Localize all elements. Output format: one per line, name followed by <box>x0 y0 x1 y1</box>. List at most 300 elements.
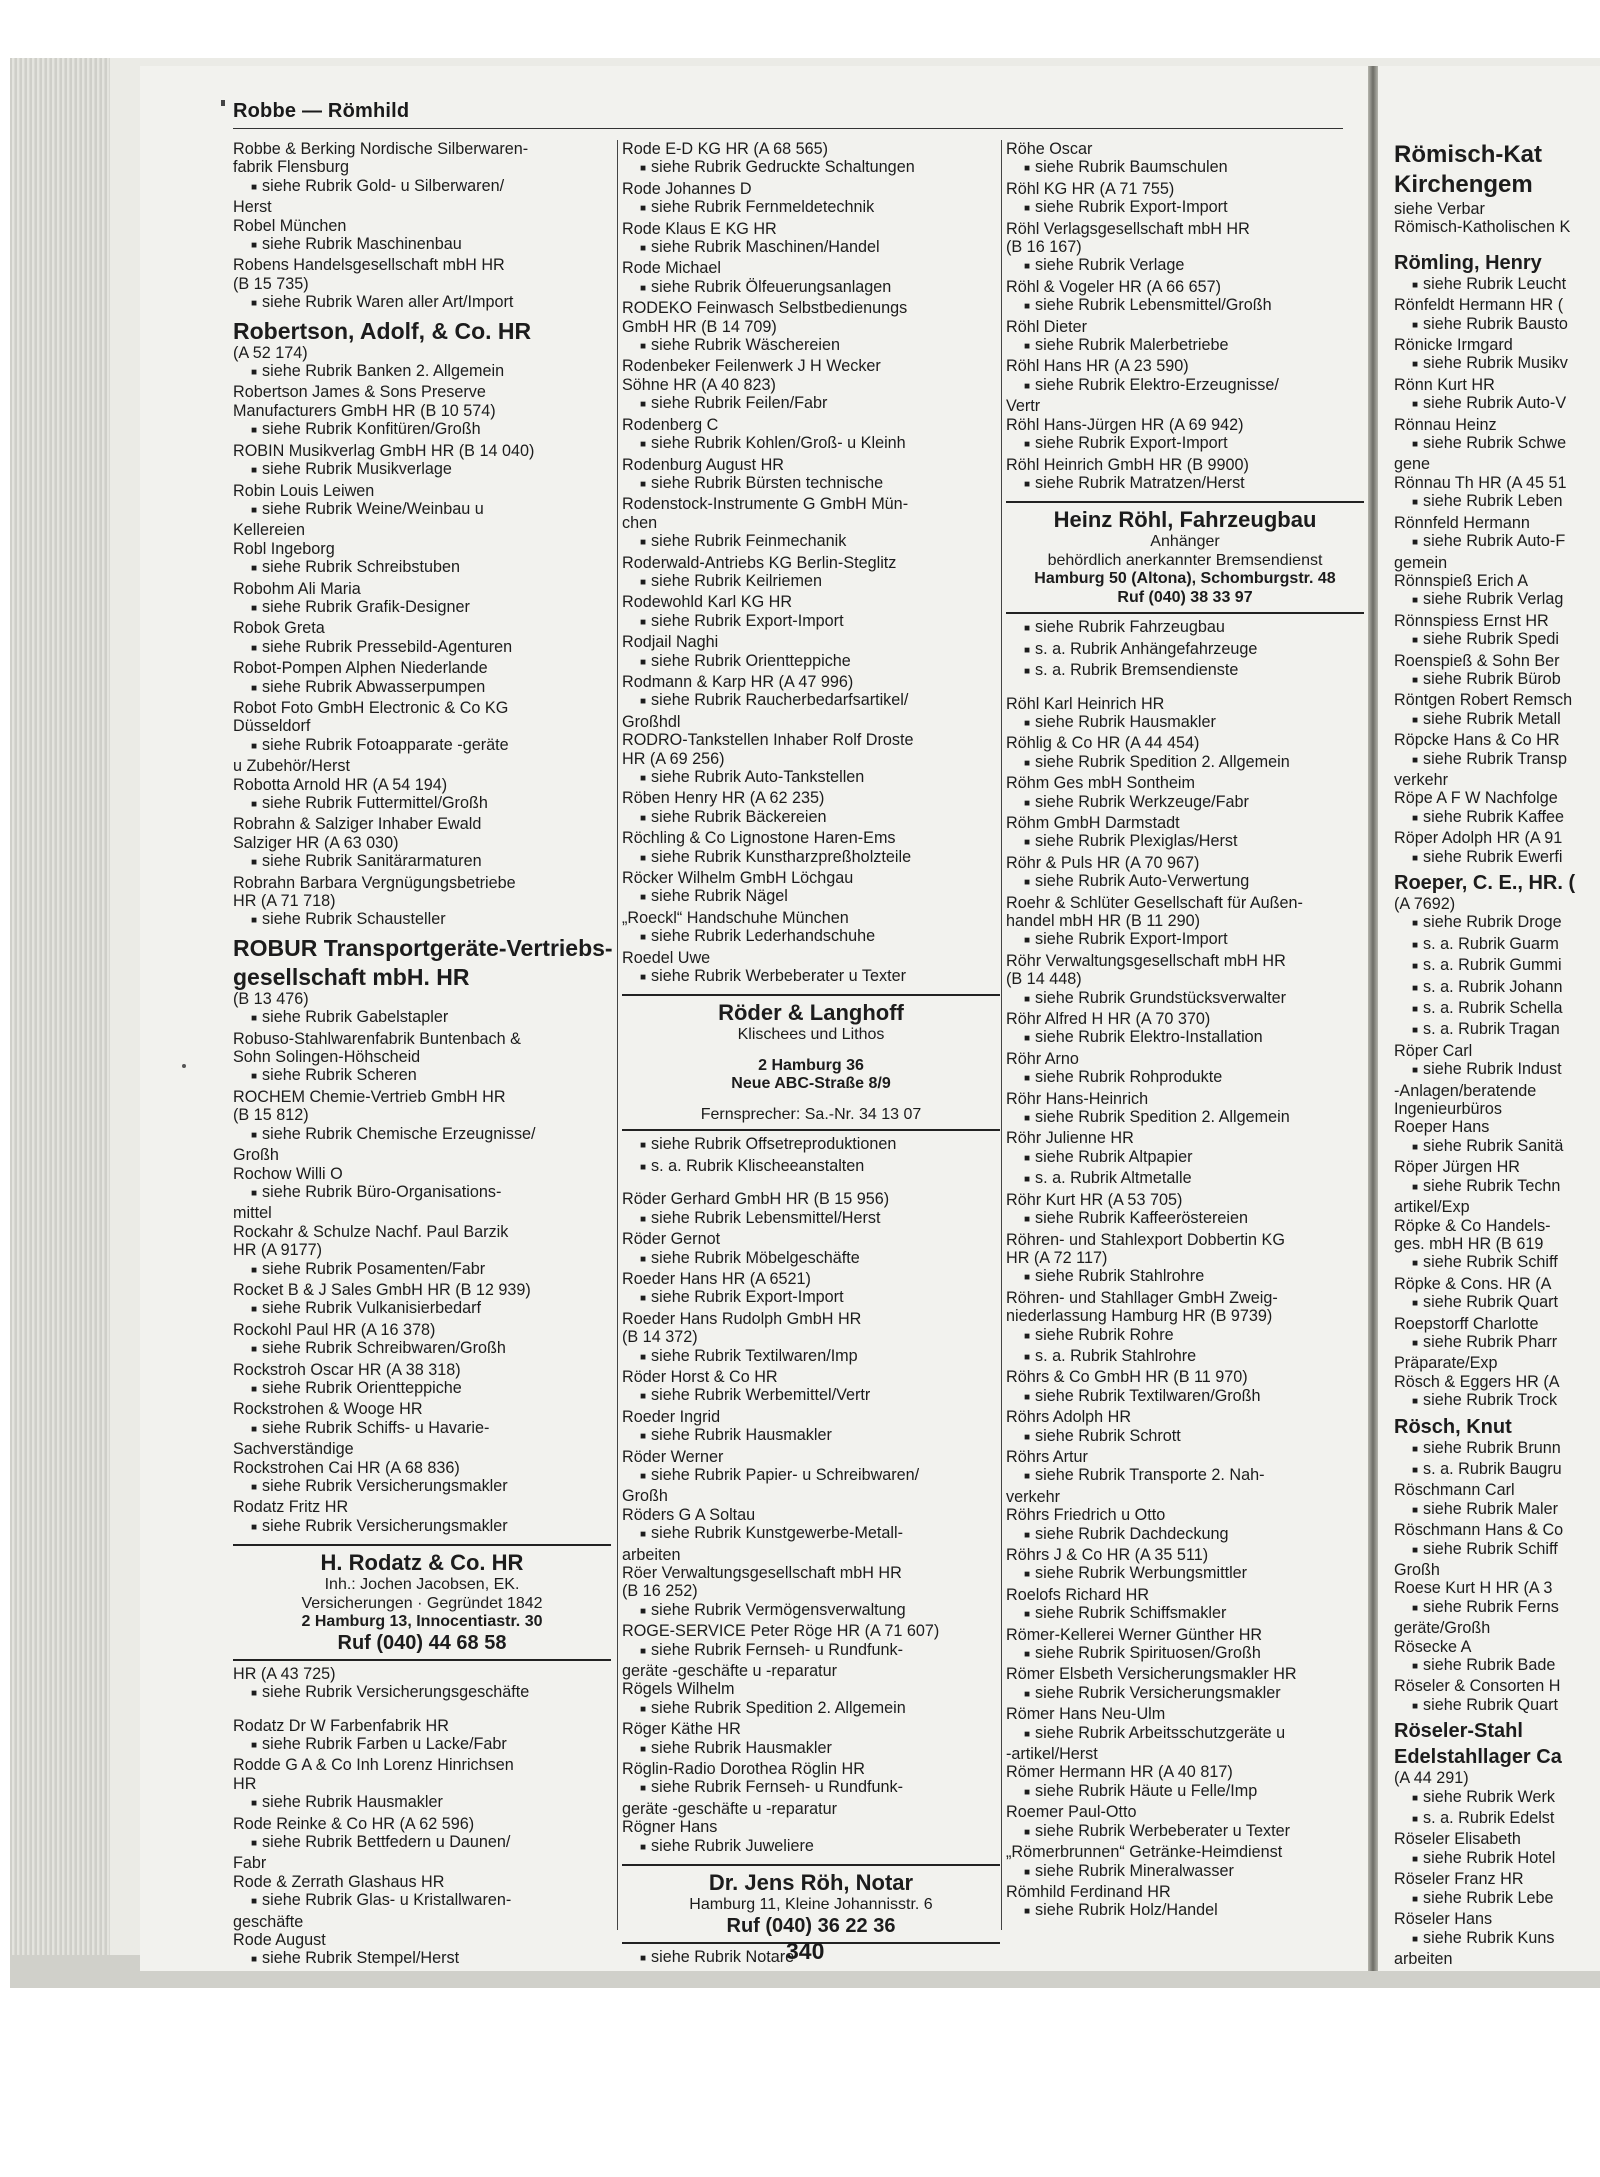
entry-line: (A 7692) <box>1394 895 1456 913</box>
rubric-reference: ■ siehe Rubrik Textilwaren/Großh <box>1006 1387 1364 1408</box>
entry-line: Robl Ingeborg <box>233 539 335 558</box>
rubric-reference: ■ siehe Rubrik Spedi <box>1394 630 1600 651</box>
entry-line: (B 15 735) <box>233 274 309 293</box>
column-3 <box>1001 140 1364 1930</box>
rubric-reference: ■ siehe Rubrik Feilen/Fabr <box>622 394 1000 415</box>
entry-line: Roelofs Richard HR <box>1006 1585 1150 1604</box>
display-entry: Röseler-Stahl <box>1394 1720 1523 1743</box>
rubric-reference: ■ siehe Rubrik Grundstücksverwalter <box>1006 989 1364 1010</box>
entry-line: Rodatz Dr W Farbenfabrik HR <box>233 1716 449 1735</box>
rubric-reference: ■ s. a. Rubrik Altmetalle <box>1006 1169 1364 1190</box>
entry-line: Röhr Kurt HR (A 53 705) <box>1006 1190 1183 1209</box>
entry-line: arbeiten <box>1394 1949 1453 1968</box>
advertisement-line: Neue ABC-Straße 8/9 <box>731 1075 891 1093</box>
rubric-reference: ■ siehe Rubrik Orientteppiche <box>233 1379 611 1400</box>
rubric-reference: ■ siehe Rubrik Posamenten/Fabr <box>233 1260 611 1281</box>
entry-line: Röhrs & Co GmbH HR (B 11 970) <box>1006 1368 1248 1387</box>
entry-line: geschäfte <box>233 1912 304 1931</box>
entry-line: Röder Horst & Co HR <box>622 1367 778 1386</box>
entry-line: gemein <box>1394 553 1448 572</box>
rubric-reference: ■ s. a. Rubrik Klischeeanstalten <box>622 1157 1000 1178</box>
rubric-reference: ■ siehe Rubrik Weine/Weinbau u <box>233 500 611 521</box>
rubric-reference: ■ siehe Rubrik Brunn <box>1394 1439 1600 1460</box>
rubric-reference: ■ s. a. Rubrik Edelst <box>1394 1809 1600 1830</box>
rubric-reference: ■ siehe Rubrik Baumschulen <box>1006 158 1364 179</box>
entry-line: Rönnspiess Ernst HR <box>1394 611 1549 630</box>
rubric-reference: ■ siehe Rubrik Leucht <box>1394 275 1600 296</box>
entry-line: mittel <box>233 1204 272 1223</box>
display-entry: ROBUR Transportgeräte-Vertriebs- <box>233 934 613 961</box>
entry-line: Röschmann Carl <box>1394 1481 1515 1500</box>
rubric-reference: ■ siehe Rubrik Auto-Verwertung <box>1006 872 1364 893</box>
entry-line: Robotta Arnold HR (A 54 194) <box>233 775 448 794</box>
rubric-reference: ■ siehe Rubrik Leben <box>1394 492 1600 513</box>
entry-line: Rode Michael <box>622 259 721 278</box>
entry-line: Röhren- und Stahlexport Dobbertin KG <box>1006 1230 1285 1249</box>
entry-line: (A 52 174) <box>233 343 308 362</box>
entry-line: Roehr & Schlüter Gesellschaft für Außen- <box>1006 893 1303 912</box>
rubric-reference: ■ siehe Rubrik Elektro-Erzeugnisse/ <box>1006 376 1364 397</box>
entry-line: Roeper Hans <box>1394 1118 1490 1137</box>
column-4-partial <box>1394 140 1600 1968</box>
advertisement-box <box>622 994 1000 1131</box>
entry-line: ROCHEM Chemie-Vertrieb GmbH HR <box>233 1087 506 1106</box>
rubric-reference: ■ siehe Rubrik Mineralwasser <box>1006 1862 1364 1883</box>
entry-line: Röglin-Radio Dorothea Röglin HR <box>622 1760 865 1779</box>
entry-line: verkehr <box>1394 770 1448 789</box>
rubric-reference: ■ siehe Rubrik Bürob <box>1394 670 1600 691</box>
entry-line: Roeder Hans Rudolph GmbH HR <box>622 1309 862 1328</box>
entry-line: Rodjail Naghi <box>622 633 719 652</box>
entry-line: RODRO-Tankstellen Inhaber Rolf Droste <box>622 731 914 750</box>
rubric-reference: ■ siehe Rubrik Rohre <box>1006 1326 1364 1347</box>
entry-line: Robot-Pompen Alphen Niederlande <box>233 659 488 678</box>
rubric-reference: ■ siehe Rubrik Pharr <box>1394 1333 1600 1354</box>
entry-line: Robin Louis Leiwen <box>233 481 375 500</box>
entry-line: Röper Jürgen HR <box>1394 1158 1520 1177</box>
rubric-reference: ■ siehe Rubrik Techn <box>1394 1177 1600 1198</box>
advertisement-line: Versicherungen · Gegründet 1842 <box>301 1594 543 1612</box>
rubric-reference: ■ s. a. Rubrik Stahlrohre <box>1006 1347 1364 1368</box>
rubric-reference: ■ siehe Rubrik Transporte 2. Nah- <box>1006 1466 1364 1487</box>
rubric-reference: ■ siehe Rubrik Pressebild-Agenturen <box>233 638 611 659</box>
entry-line: Rönfeldt Hermann HR ( <box>1394 296 1564 315</box>
top-background <box>0 0 1600 58</box>
entry-line: „Roeckl“ Handschuhe München <box>622 908 849 927</box>
rubric-reference: ■ siehe Rubrik Wäschereien <box>622 336 1000 357</box>
rubric-reference: ■ siehe Rubrik Möbelgeschäfte <box>622 1249 1000 1270</box>
entry-line: Röhl Verlagsgesellschaft mbH HR <box>1006 219 1250 238</box>
advertisement-line: Anhänger <box>1150 533 1220 551</box>
entry-line: Röchling & Co Lignostone Haren-Ems <box>622 829 896 848</box>
entry-line: Rodenbeker Feilenwerk J H Wecker <box>622 357 881 376</box>
entry-line: Roedel Uwe <box>622 948 711 967</box>
rubric-reference: ■ siehe Rubrik Spirituosen/Großh <box>1006 1644 1364 1665</box>
rubric-reference: ■ siehe Rubrik Holz/Handel <box>1006 1901 1364 1922</box>
rubric-reference: ■ siehe Rubrik Kohlen/Groß- u Kleinh <box>622 434 1000 455</box>
entry-line: Rönnau Heinz <box>1394 415 1497 434</box>
entry-line: Röhr Julienne HR <box>1006 1129 1134 1148</box>
entry-line: Rode Reinke & Co HR (A 62 596) <box>233 1814 475 1833</box>
book-gutter <box>1368 66 1378 1971</box>
rubric-reference: ■ siehe Rubrik Kuns <box>1394 1929 1600 1950</box>
rubric-reference: ■ s. a. Rubrik Bremsendienste <box>1006 661 1364 682</box>
entry-line: Röseler & Consorten H <box>1394 1677 1561 1696</box>
entry-line: Röben Henry HR (A 62 235) <box>622 789 825 808</box>
rubric-reference: ■ siehe Rubrik Glas- u Kristallwaren- <box>233 1891 611 1912</box>
entry-line: Kellereien <box>233 521 305 540</box>
entry-line: Präparate/Exp <box>1394 1354 1498 1373</box>
entry-line: ROGE-SERVICE Peter Röge HR (A 71 607) <box>622 1622 940 1641</box>
entry-line: Rode Johannes D <box>622 179 752 198</box>
entry-line: Röseler Elisabeth <box>1394 1830 1521 1849</box>
entry-line: (B 16 167) <box>1006 238 1082 257</box>
rubric-reference: ■ siehe Rubrik Maler <box>1394 1500 1600 1521</box>
spacer <box>622 1178 1000 1190</box>
spacer <box>622 1045 1000 1057</box>
entry-line: Rögner Hans <box>622 1818 718 1837</box>
display-entry: gesellschaft mbH. HR <box>233 963 470 990</box>
rubric-reference: ■ siehe Rubrik Waren aller Art/Import <box>233 293 611 314</box>
rubric-reference: ■ siehe Rubrik Kaffee <box>1394 808 1600 829</box>
entry-line: Röhren- und Stahllager GmbH Zweig- <box>1006 1288 1278 1307</box>
entry-line: chen <box>622 513 658 532</box>
rubric-reference: ■ siehe Rubrik Schrott <box>1006 1427 1364 1448</box>
rubric-reference: ■ siehe Rubrik Rohprodukte <box>1006 1068 1364 1089</box>
rubric-reference: ■ siehe Rubrik Stempel/Herst <box>233 1949 611 1970</box>
entry-line: arbeiten <box>622 1545 681 1564</box>
entry-line: Röpcke Hans & Co HR <box>1394 731 1560 750</box>
entry-line: Röhl Hans HR (A 23 590) <box>1006 357 1189 376</box>
entry-line: Ingenieurbüros <box>1394 1100 1502 1119</box>
spacer <box>1394 237 1600 249</box>
spacer <box>622 1094 1000 1106</box>
entry-line: HR (A 72 117) <box>1006 1248 1108 1267</box>
entry-line: Röder Gerhard GmbH HR (B 15 956) <box>622 1190 890 1209</box>
entry-line: Röhl Dieter <box>1006 317 1087 336</box>
entry-line: Röhm Ges mbH Sontheim <box>1006 774 1195 793</box>
entry-line: Fabr <box>233 1854 267 1873</box>
advertisement-line: Hamburg 11, Kleine Johannisstr. 6 <box>689 1896 933 1914</box>
entry-line: Römer Elsbeth Versicherungsmakler HR <box>1006 1665 1297 1684</box>
entry-line: Rönnau Th HR (A 45 51 <box>1394 473 1567 492</box>
advertisement-box <box>622 1864 1000 1944</box>
display-entry: Edelstahllager Ca <box>1394 1746 1562 1769</box>
rubric-reference: ■ siehe Rubrik Vulkanisierbedarf <box>233 1299 611 1320</box>
entry-line: Röhrs J & Co HR (A 35 511) <box>1006 1546 1209 1564</box>
entry-line: ROBIN Musikverlag GmbH HR (B 14 040) <box>233 441 535 460</box>
rubric-reference: ■ siehe Rubrik Abwasserpumpen <box>233 678 611 699</box>
advertisement-line: Ruf (040) 38 33 97 <box>1117 588 1253 606</box>
entry-line: Roeder Hans HR (A 6521) <box>622 1269 811 1288</box>
rubric-reference: ■ siehe Rubrik Maschinen/Handel <box>622 238 1000 259</box>
rubric-reference: ■ siehe Rubrik Büro-Organisations- <box>233 1183 611 1204</box>
rubric-reference: ■ siehe Rubrik Spedition 2. Allgemein <box>1006 1108 1364 1129</box>
advertisement-title: H. Rodatz & Co. HR <box>320 1550 524 1576</box>
entry-line: Großh <box>622 1487 668 1506</box>
rubric-reference: ■ siehe Rubrik Musikv <box>1394 354 1600 375</box>
entry-line: Roderwald-Antriebs KG Berlin-Steglitz <box>622 553 897 572</box>
rubric-reference: ■ siehe Rubrik Nägel <box>622 887 1000 908</box>
entry-line: Großh <box>1394 1561 1440 1579</box>
entry-line: Röer Verwaltungsgesellschaft mbH HR <box>622 1564 902 1582</box>
rubric-reference: ■ siehe Rubrik Ewerfi <box>1394 848 1600 869</box>
running-head: Robbe — Römhild <box>233 100 410 122</box>
rubric-reference: ■ siehe Rubrik Schiff <box>1394 1540 1600 1561</box>
rubric-reference: ■ siehe Rubrik Werk <box>1394 1788 1600 1809</box>
entry-line: Söhne HR (A 40 823) <box>622 375 776 394</box>
entry-line: Röhe Oscar <box>1006 140 1093 158</box>
rubric-reference: ■ siehe Rubrik Grafik-Designer <box>233 598 611 619</box>
entry-line: HR <box>233 1774 257 1793</box>
rubric-reference: ■ siehe Rubrik Schiff <box>1394 1253 1600 1274</box>
rubric-reference: ■ siehe Rubrik Versicherungsmakler <box>233 1477 611 1498</box>
spacer <box>233 1705 611 1717</box>
rubric-reference: ■ siehe Rubrik Export-Import <box>622 1288 1000 1309</box>
rubric-reference: ■ siehe Rubrik Schreibwaren/Großh <box>233 1339 611 1360</box>
rubric-reference: ■ siehe Rubrik Keilriemen <box>622 572 1000 593</box>
entry-line: Robens Handelsgesellschaft mbH HR <box>233 256 505 275</box>
entry-line: verkehr <box>1006 1487 1060 1506</box>
entry-line: Röhr & Puls HR (A 70 967) <box>1006 853 1200 872</box>
advertisement-line: Klischees und Lithos <box>737 1026 885 1044</box>
entry-line: geräte -geschäfte u -reparatur <box>622 1662 838 1681</box>
entry-line: ges. mbH HR (B 619 <box>1394 1234 1544 1253</box>
rubric-reference: ■ siehe Rubrik Ferns <box>1394 1598 1600 1619</box>
rubric-reference: ■ siehe Rubrik Hausmakler <box>233 1793 611 1814</box>
rubric-reference: ■ siehe Rubrik Versicherungsmakler <box>1006 1684 1364 1705</box>
entry-line: Robel München <box>233 216 347 235</box>
entry-line: Rodenburg August HR <box>622 455 784 474</box>
advertisement-title: Heinz Röhl, Fahrzeugbau <box>1053 507 1317 533</box>
entry-line: Robertson James & Sons Preserve <box>233 383 486 402</box>
entry-line: Rode August <box>233 1931 326 1949</box>
entry-line: artikel/Exp <box>1394 1198 1470 1217</box>
entry-line: Rönn Kurt HR <box>1394 375 1495 394</box>
rubric-reference: ■ siehe Rubrik Arbeitsschutzgeräte u <box>1006 1724 1364 1745</box>
rubric-reference: ■ siehe Rubrik Fernmeldetechnik <box>622 198 1000 219</box>
entry-line: Rodmann & Karp HR (A 47 996) <box>622 672 854 691</box>
rubric-reference: ■ siehe Rubrik Fernseh- u Rundfunk- <box>622 1778 1000 1799</box>
entry-line: Röhrs Artur <box>1006 1447 1088 1466</box>
entry-line: geräte -geschäfte u -reparatur <box>622 1799 838 1818</box>
rubric-reference: ■ siehe Rubrik Häute u Felle/Imp <box>1006 1782 1364 1803</box>
rubric-reference: ■ siehe Rubrik Auto-Tankstellen <box>622 768 1000 789</box>
rubric-reference: ■ siehe Rubrik Papier- u Schreibwaren/ <box>622 1466 1000 1487</box>
rubric-reference: ■ s. a. Rubrik Schella <box>1394 999 1600 1020</box>
entry-line: RODEKO Feinwasch Selbstbedienungs <box>622 299 908 318</box>
entry-line: HR (A 43 725) <box>233 1664 336 1683</box>
rubric-reference: ■ siehe Rubrik Fotoapparate -geräte <box>233 736 611 757</box>
display-entry: Roeper, C. E., HR. ( <box>1394 872 1576 894</box>
rubric-reference: ■ siehe Rubrik Quart <box>1394 1293 1600 1314</box>
rubric-reference: ■ siehe Rubrik Textilwaren/Imp <box>622 1347 1000 1368</box>
advertisement-title: Röder & Langhoff <box>718 1000 904 1026</box>
rubric-reference: ■ siehe Rubrik Vermögensverwaltung <box>622 1601 1000 1622</box>
rubric-reference: ■ siehe Rubrik Hausmakler <box>1006 713 1364 734</box>
entry-line: Römer-Kellerei Werner Günther HR <box>1006 1625 1263 1644</box>
rubric-reference: ■ siehe Rubrik Gedruckte Schaltungen <box>622 158 1000 179</box>
entry-line: Röhl Heinrich GmbH HR (B 9900) <box>1006 455 1249 474</box>
entry-line: (B 15 812) <box>233 1106 309 1125</box>
rubric-reference: ■ siehe Rubrik Kunstgewerbe-Metall- <box>622 1524 1000 1545</box>
entry-line: (B 13 476) <box>233 989 309 1008</box>
column-1 <box>233 140 611 1971</box>
entry-line: GmbH HR (B 14 709) <box>622 317 777 336</box>
entry-line: Rode & Zerrath Glashaus HR <box>233 1872 445 1891</box>
rubric-reference: ■ siehe Rubrik Hausmakler <box>622 1739 1000 1760</box>
advertisement-box <box>1006 501 1364 614</box>
entry-line: Röpke & Cons. HR (A <box>1394 1274 1552 1293</box>
entry-line: Röhr Alfred H HR (A 70 370) <box>1006 1010 1211 1029</box>
entry-line: Röper Carl <box>1394 1041 1473 1060</box>
entry-line: Rode Klaus E KG HR <box>622 219 777 238</box>
rubric-reference: ■ siehe Rubrik Sanitä <box>1394 1137 1600 1158</box>
rubric-reference: ■ siehe Rubrik Orientteppiche <box>622 652 1000 673</box>
rubric-reference: ■ siehe Rubrik Stahlrohre <box>1006 1267 1364 1288</box>
entry-line: Römisch-Katholischen K <box>1394 218 1571 237</box>
rubric-reference: ■ siehe Rubrik Auto-V <box>1394 394 1600 415</box>
entry-line: Rönnfeld Hermann <box>1394 513 1530 532</box>
rubric-reference: ■ siehe Rubrik Lebensmittel/Herst <box>622 1209 1000 1230</box>
rubric-reference: ■ siehe Rubrik Werkzeuge/Fabr <box>1006 793 1364 814</box>
rubric-reference: ■ siehe Rubrik Musikverlage <box>233 460 611 481</box>
entry-line: Rodewohld Karl KG HR <box>622 593 793 612</box>
rubric-reference: ■ siehe Rubrik Malerbetriebe <box>1006 336 1364 357</box>
entry-line: Rodenberg C <box>622 415 719 434</box>
entry-line: HR (A 9177) <box>233 1241 323 1260</box>
rubric-reference: ■ siehe Rubrik Versicherungsgeschäfte <box>233 1683 611 1704</box>
advertisement-line: Fernsprecher: Sa.-Nr. 34 13 07 <box>700 1105 922 1123</box>
entry-line: Röntgen Robert Remsch <box>1394 691 1573 710</box>
entry-line: Manufacturers GmbH HR (B 10 574) <box>233 401 496 420</box>
entry-line: geräte/Großh <box>1394 1619 1491 1638</box>
entry-line: Röhr Hans-Heinrich <box>1006 1089 1149 1108</box>
rubric-reference: ■ siehe Rubrik Kunstharzpreßholzteile <box>622 848 1000 869</box>
rubric-reference: ■ s. a. Rubrik Guarm <box>1394 935 1600 956</box>
entry-line: Roeder Ingrid <box>622 1407 721 1426</box>
advertisement-line: Inh.: Jochen Jacobsen, EK. <box>324 1576 520 1594</box>
entry-line: Röhm GmbH Darmstadt <box>1006 813 1180 832</box>
rubric-reference: ■ siehe Rubrik Werbeberater u Texter <box>1006 1822 1364 1843</box>
rubric-reference: ■ siehe Rubrik Werbungsmittler <box>1006 1564 1364 1585</box>
entry-line: Rocket B & J Sales GmbH HR (B 12 939) <box>233 1280 531 1299</box>
entry-line: Röhl Karl Heinrich HR <box>1006 694 1165 713</box>
rubric-reference: ■ s. a. Rubrik Johann <box>1394 978 1600 999</box>
rubric-reference: ■ siehe Rubrik Versicherungsmakler <box>233 1517 611 1538</box>
advertisement-line: 2 Hamburg 13, Innocentiastr. 30 <box>301 1613 543 1631</box>
rubric-reference: ■ siehe Rubrik Banken 2. Allgemein <box>233 362 611 383</box>
entry-line: Rösch & Eggers HR (A <box>1394 1372 1560 1391</box>
rubric-reference: ■ s. a. Rubrik Tragan <box>1394 1020 1600 1041</box>
entry-line: Röhrs Adolph HR <box>1006 1408 1132 1427</box>
rubric-reference: ■ siehe Rubrik Farben u Lacke/Fabr <box>233 1735 611 1756</box>
rubric-reference: ■ siehe Rubrik Bäckereien <box>622 808 1000 829</box>
rubric-reference: ■ s. a. Rubrik Anhängefahrzeuge <box>1006 640 1364 661</box>
entry-line: Roenspieß & Sohn Ber <box>1394 651 1560 670</box>
entry-line: HR (A 71 718) <box>233 892 336 911</box>
advertisement-phone: Ruf (040) 44 68 58 <box>337 1631 507 1654</box>
rubric-reference: ■ siehe Rubrik Scheren <box>233 1066 611 1087</box>
rubric-reference: ■ siehe Rubrik Bausto <box>1394 315 1600 336</box>
entry-line: „Römerbrunnen“ Getränke-Heimdienst <box>1006 1843 1283 1862</box>
entry-line: Röper Adolph HR (A 91 <box>1394 829 1563 848</box>
rubric-reference: ■ siehe Rubrik Kaffeeröstereien <box>1006 1209 1364 1230</box>
rubric-reference: ■ siehe Rubrik Lebe <box>1394 1889 1600 1910</box>
entry-line: Röseler Franz HR <box>1394 1870 1524 1889</box>
advertisement-title: Dr. Jens Röh, Notar <box>708 1870 914 1896</box>
entry-line: Röhr Verwaltungsgesellschaft mbH HR <box>1006 951 1286 970</box>
rubric-reference: ■ siehe Rubrik Lebensmittel/Großh <box>1006 296 1364 317</box>
entry-line: Röger Käthe HR <box>622 1720 741 1739</box>
page-stack-edge <box>10 58 110 1988</box>
rubric-reference: ■ siehe Rubrik Schreibstuben <box>233 558 611 579</box>
entry-line: Robrahn & Salziger Inhaber Ewald <box>233 815 482 834</box>
entry-line: -artikel/Herst <box>1006 1745 1098 1764</box>
rubric-reference: ■ siehe Rubrik Hausmakler <box>622 1426 1000 1447</box>
rubric-reference: ■ siehe Rubrik Schwe <box>1394 434 1600 455</box>
rubric-reference: ■ siehe Rubrik Gabelstapler <box>233 1008 611 1029</box>
entry-line: fabrik Flensburg <box>233 158 350 177</box>
entry-line: Röschmann Hans & Co <box>1394 1521 1564 1540</box>
rubric-reference: ■ siehe Rubrik Raucherbedarfsartikel/ <box>622 691 1000 712</box>
rubric-reference: ■ siehe Rubrik Droge <box>1394 913 1600 934</box>
entry-line: Vertr <box>1006 397 1041 416</box>
rubric-reference: ■ siehe Rubrik Notare <box>622 1948 1000 1969</box>
rubric-reference: ■ siehe Rubrik Matratzen/Herst <box>1006 474 1364 495</box>
rubric-reference: ■ siehe Rubrik Werbeberater u Texter <box>622 967 1000 988</box>
entry-line: Salziger HR (A 63 030) <box>233 833 399 852</box>
rubric-reference: ■ siehe Rubrik Bettfedern u Daunen/ <box>233 1833 611 1854</box>
rubric-reference: ■ siehe Rubrik Konfitüren/Großh <box>233 420 611 441</box>
rubric-reference: ■ siehe Rubrik Offsetreproduktionen <box>622 1135 1000 1156</box>
rubric-reference: ■ siehe Rubrik Metall <box>1394 710 1600 731</box>
entry-line: Röder Werner <box>622 1447 724 1466</box>
rubric-reference: ■ siehe Rubrik Sanitärarmaturen <box>233 852 611 873</box>
entry-line: (A 44 291) <box>1394 1769 1469 1788</box>
rubric-reference: ■ siehe Rubrik Plexiglas/Herst <box>1006 832 1364 853</box>
entry-line: Röpe A F W Nachfolge <box>1394 789 1558 808</box>
rubric-reference: ■ siehe Rubrik Quart <box>1394 1696 1600 1717</box>
entry-line: Rodenstock-Instrumente G GmbH Mün- <box>622 495 909 514</box>
rubric-reference: ■ siehe Rubrik Export-Import <box>622 612 1000 633</box>
entry-line: Rögels Wilhelm <box>622 1680 735 1699</box>
rubric-reference: ■ siehe Rubrik Hotel <box>1394 1849 1600 1870</box>
entry-line: Roepstorff Charlotte <box>1394 1314 1539 1333</box>
rubric-reference: ■ siehe Rubrik Trock <box>1394 1391 1600 1412</box>
rubric-reference: ■ siehe Rubrik Elektro-Installation <box>1006 1028 1364 1049</box>
entry-line: Herst <box>233 198 272 217</box>
rubric-reference: ■ siehe Rubrik Schausteller <box>233 910 611 931</box>
entry-line: HR (A 69 256) <box>622 749 725 768</box>
advertisement-line: Hamburg 50 (Altona), Schomburgstr. 48 <box>1034 570 1336 588</box>
display-entry: Rösch, Knut <box>1394 1415 1512 1438</box>
entry-line: Röhr Arno <box>1006 1049 1079 1068</box>
advertisement-box <box>233 1544 611 1661</box>
entry-line: Röhl KG HR (A 71 755) <box>1006 179 1175 198</box>
entry-line: Röhl & Vogeler HR (A 66 657) <box>1006 277 1222 296</box>
advertisement-phone: Ruf (040) 36 22 36 <box>726 1914 896 1937</box>
rubric-reference: ■ siehe Rubrik Spedition 2. Allgemein <box>622 1699 1000 1720</box>
rubric-reference: ■ siehe Rubrik Fernseh- u Rundfunk- <box>622 1641 1000 1662</box>
rubric-reference: ■ siehe Rubrik Indust <box>1394 1060 1600 1081</box>
rubric-reference: ■ siehe Rubrik Export-Import <box>1006 434 1364 455</box>
rubric-reference: ■ siehe Rubrik Chemische Erzeugnisse/ <box>233 1125 611 1146</box>
entry-line: Roese Kurt H HR (A 3 <box>1394 1579 1553 1598</box>
entry-line: Großh <box>233 1146 279 1165</box>
entry-line: Rönicke Irmgard <box>1394 336 1513 355</box>
rubric-reference: ■ siehe Rubrik Juweliere <box>622 1837 1000 1858</box>
